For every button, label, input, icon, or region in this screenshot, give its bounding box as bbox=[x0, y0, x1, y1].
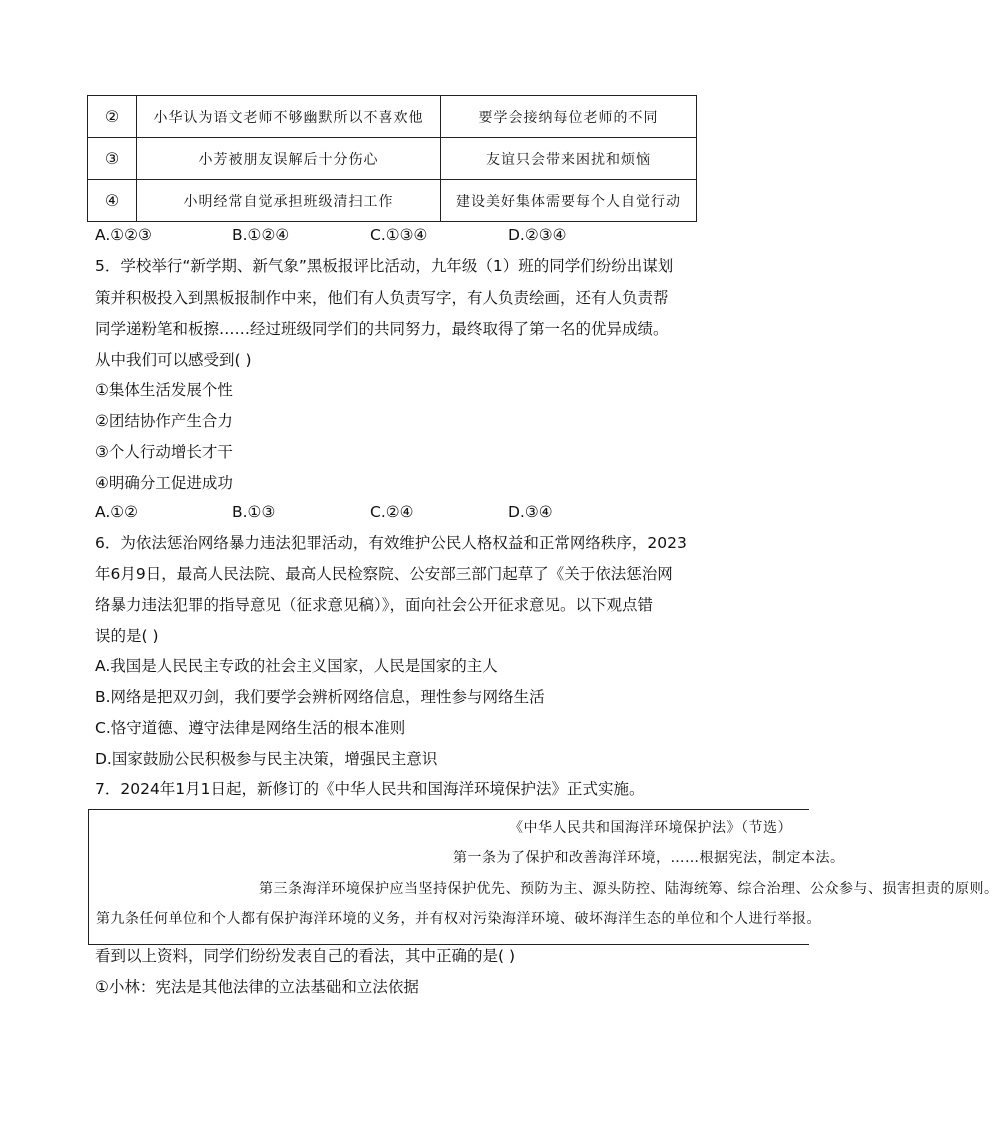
table-row bbox=[88, 96, 697, 138]
q6-choice-b[interactable]: B.网络是把双刃剑，我们要学会辨析网络信息，理性参与网络生活 bbox=[95, 688, 545, 706]
q7-item: ①小林：宪法是其他法律的立法基础和立法依据 bbox=[95, 978, 419, 996]
row-number: ③ bbox=[88, 138, 137, 180]
view-cell: 建设美好集体需要每个人自觉行动 bbox=[441, 180, 697, 222]
q5-stem-line: 策并积极投入到黑板报制作中来，他们有人负责写字，有人负责绘画，还有人负责帮 bbox=[95, 289, 669, 307]
option-a[interactable]: A.①②③ bbox=[95, 226, 152, 244]
situation-cell: 小明经常自觉承担班级清扫工作 bbox=[137, 180, 441, 222]
option-b[interactable]: B.①②④ bbox=[232, 226, 290, 244]
q5-item: ①集体生活发展个性 bbox=[95, 381, 233, 399]
law-title: 《中华人民共和国海洋环境保护法》（节选） bbox=[509, 820, 792, 836]
q6-choice-c[interactable]: C.恪守道德、遵守法律是网络生活的根本准则 bbox=[95, 719, 406, 737]
q7-intro: 7．2024年1月1日起，新修订的《中华人民共和国海洋环境保护法》正式实施。 bbox=[95, 780, 645, 798]
row-number: ② bbox=[88, 96, 137, 138]
situation-cell: 小芳被朋友误解后十分伤心 bbox=[137, 138, 441, 180]
option-a[interactable]: A.①② bbox=[95, 503, 139, 521]
option-c[interactable]: C.②④ bbox=[370, 503, 414, 521]
law-article-1: 第一条为了保护和改善海洋环境，……根据宪法，制定本法。 bbox=[453, 850, 845, 866]
q6-stem-line: 年6月9日，最高人民法院、最高人民检察院、公安部三部门起草了《关于依法惩治网 bbox=[95, 565, 673, 583]
q5-stem-line: 5．学校举行“新学期、新气象”黑板报评比活动，九年级（1）班的同学们纷纷出谋划 bbox=[95, 257, 674, 275]
law-excerpt-box bbox=[88, 809, 999, 945]
q5-stem-line: 从中我们可以感受到( ) bbox=[95, 351, 252, 369]
q5-item: ④明确分工促进成功 bbox=[95, 474, 233, 492]
q7-question: 看到以上资料，同学们纷纷发表自己的看法，其中正确的是( ) bbox=[95, 947, 516, 965]
situation-cell: 小华认为语文老师不够幽默所以不喜欢他 bbox=[137, 96, 441, 138]
option-b[interactable]: B.①③ bbox=[232, 503, 276, 521]
option-d[interactable]: D.②③④ bbox=[508, 226, 567, 244]
view-cell: 要学会接纳每位老师的不同 bbox=[441, 96, 697, 138]
law-article-3: 第三条海洋环境保护应当坚持保护优先、预防为主、源头防控、陆海统筹、综合治理、公众参与、损害担责的原则。 bbox=[259, 881, 999, 897]
table-row bbox=[88, 180, 697, 222]
q6-choice-a[interactable]: A.我国是人民民主专政的社会主义国家，人民是国家的主人 bbox=[95, 657, 498, 675]
option-c[interactable]: C.①③④ bbox=[370, 226, 428, 244]
q6-choice-d[interactable]: D.国家鼓励公民积极参与民主决策，增强民主意识 bbox=[95, 750, 438, 768]
q6-stem-line: 络暴力违法犯罪的指导意见（征求意见稿）》，面向社会公开征求意见。以下观点错 bbox=[95, 596, 654, 614]
option-d[interactable]: D.③④ bbox=[508, 503, 553, 521]
table-row bbox=[88, 138, 697, 180]
law-article-9: 第九条任何单位和个人都有保护海洋环境的义务，并有权对污染海洋环境、破坏海洋生态的单位和个人进行举报。 bbox=[96, 911, 821, 927]
q6-stem-line: 6．为依法惩治网络暴力违法犯罪活动，有效维护公民人格权益和正常网络秩序，2023 bbox=[95, 534, 687, 552]
q5-item: ③个人行动增长才干 bbox=[95, 443, 233, 461]
q5-item: ②团结协作产生合力 bbox=[95, 412, 233, 430]
q6-stem-line: 误的是( ) bbox=[95, 627, 159, 645]
q5-stem-line: 同学递粉笔和板擦……经过班级同学们的共同努力，最终取得了第一名的优异成绩。 bbox=[95, 320, 669, 338]
view-cell: 友谊只会带来困扰和烦恼 bbox=[441, 138, 697, 180]
row-number: ④ bbox=[88, 180, 137, 222]
situation-table bbox=[87, 95, 697, 222]
